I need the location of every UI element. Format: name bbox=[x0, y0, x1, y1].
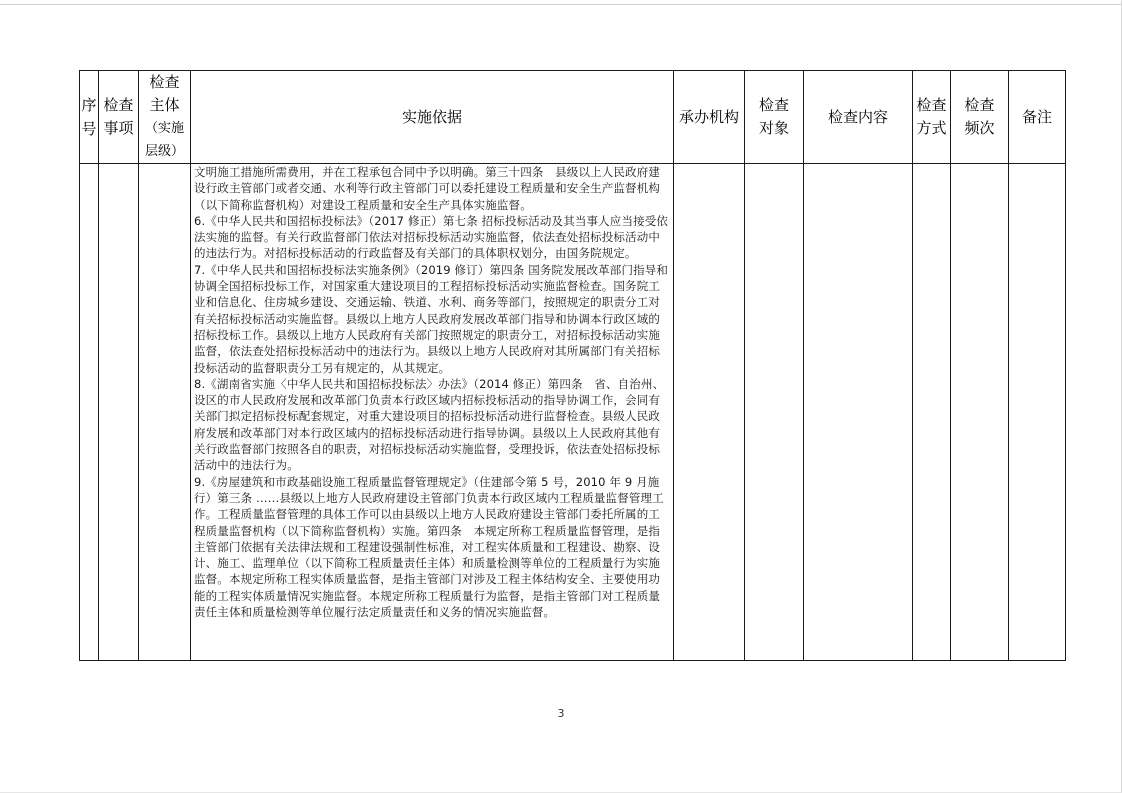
cell-seq bbox=[80, 164, 99, 661]
header-method: 检查 方式 bbox=[913, 71, 951, 164]
basis-paragraph: 9.《房屋建筑和市政基础设施工程质量监督管理规定》（住建部令第 5 号，2010 年 9 月施行）第三条 ……县级以上地方人民政府建设主管部门负责本行政区域内工程质量监督管理工作。工程质量监督管理的具体工作可以由县级以上地方人民政府建设主管部门委托所属的工程质量监督机构（以下简称监督机构）实施。第四条 本规定所称工程质量监督管理，是指主管部门依据有关法律法规和工程建设强制性标准，对工程实体质量和工程建设、勘察、设计、施工、监理单位（以下简称工程质量责任主体）和质量检测等单位的工程质量行为实施监督。本规定所称工程实体质量监督，是指主管部门对涉及工程主体结构安全、主要使用功能的工程实体质量情况实施监督。本规定所称工程质量行为监督，是指主管部门对工程质量责任主体和质量检测等单位履行法定质量责任和义务的情况实施监督。 bbox=[194, 474, 664, 620]
cell-frequency bbox=[951, 164, 1009, 661]
header-content: 检查内容 bbox=[804, 71, 913, 164]
header-basis: 实施依据 bbox=[191, 71, 674, 164]
page-number: 3 bbox=[557, 707, 565, 720]
inspection-table bbox=[79, 70, 1066, 661]
header-agency: 承办机构 bbox=[674, 71, 745, 164]
body-row bbox=[80, 164, 1066, 661]
header-subject: 检查 主体 （实施 层级） bbox=[139, 71, 191, 164]
cell-subject bbox=[139, 164, 191, 661]
header-remark: 备注 bbox=[1009, 71, 1066, 164]
cell-content bbox=[804, 164, 913, 661]
cell-remark bbox=[1009, 164, 1066, 661]
top-scan-line bbox=[0, 4, 1122, 5]
cell-item bbox=[99, 164, 139, 661]
header-target: 检查 对象 bbox=[745, 71, 804, 164]
header-item: 检查 事项 bbox=[99, 71, 139, 164]
basis-paragraph: 文明施工措施所需费用，并在工程承包合同中予以明确。第三十四条 县级以上人民政府建设行政主管部门或者交通、水利等行政主管部门可以委托建设工程质量和安全生产监督机构（以下简称监督机构）对建设工程质量和安全生产具体实施监督。 bbox=[194, 165, 660, 212]
header-frequency: 检查 频次 bbox=[951, 71, 1009, 164]
basis-text bbox=[191, 164, 673, 620]
basis-paragraph: 8.《湖南省实施〈中华人民共和国招标投标法〉办法》（2014 修正）第四条 省、自治州、设区的市人民政府发展和改革部门负责本行政区域内招标投标活动的指导协调工作，会同有关部门拟定招标投标配套规定，对重大建设项目的招标投标活动进行监督检查。县级人民政府发展和改革部门对本行政区域内的招标投标活动进行指导协调。县级以上人民政府其他有关行政监督部门按照各自的职责，对招标投标活动实施监督，受理投诉，依法查处招标投标活动中的违法行为。 bbox=[194, 376, 665, 473]
basis-paragraph: 6.《中华人民共和国招标投标法》（2017 修正）第七条 招标投标活动及其当事人应当接受依法实施的监督。有关行政监督部门依法对招标投标活动实施监督，依法查处招标投标活动中的违法行为。对招标投标活动的行政监督及有关部门的具体职权划分，由国务院规定。 bbox=[194, 213, 669, 261]
cell-target bbox=[745, 164, 804, 661]
cell-basis bbox=[191, 164, 674, 661]
cell-method bbox=[913, 164, 951, 661]
header-seq: 序 号 bbox=[80, 71, 99, 164]
basis-paragraph: 7.《中华人民共和国招标投标法实施条例》（2019 修订）第四条 国务院发展改革部门指导和协调全国招标投标工作，对国家重大建设项目的工程招标投标活动实施监督检查。国务院工业和信息化、住房城乡建设、交通运输、铁道、水利、商务等部门，按照规定的职责分工对有关招标投标活动实施监督。县级以上地方人民政府发展改革部门指导和协调本行政区域的招标投标工作。县级以上地方人民政府有关部门按照规定的职责分工，对招标投标活动实施监督，依法查处招标投标活动中的违法行为。县级以上地方人民政府对其所属部门有关招标投标活动的监督职责分工另有规定的，从其规定。 bbox=[194, 262, 669, 375]
cell-agency bbox=[674, 164, 745, 661]
header-row bbox=[80, 71, 1066, 164]
